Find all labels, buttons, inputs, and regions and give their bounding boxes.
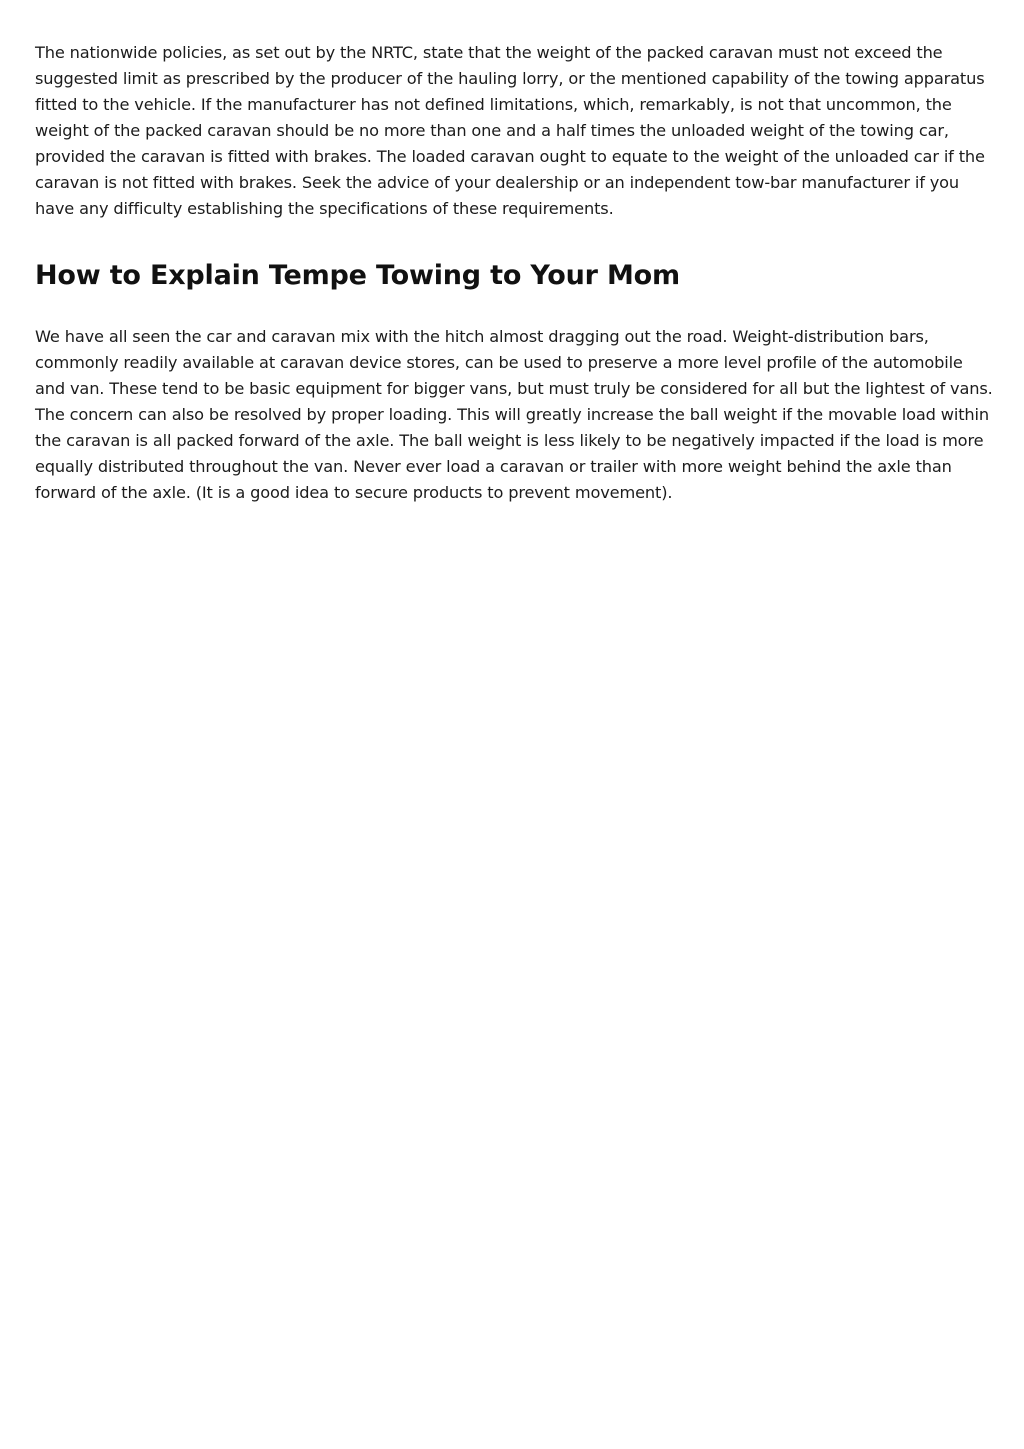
section-heading: How to Explain Tempe Towing to Your Mom <box>35 260 680 291</box>
paragraph-weight-distribution: We have all seen the car and caravan mix with the hitch almost dragging out the road. Weight-distribution bars, commonly readily available at caravan device stores, can be used to preserve a more level profile of the automobile and van. These tend to be basic equipment for bigger vans, but must truly be considered for all but the lightest of vans. The concern can also be resolved by proper loading. This will greatly increase the ball weight if the movable load within the caravan is all packed forward of the axle. The ball weight is less likely to be negatively impacted if the load is more equally distributed throughout the van. Never ever load a caravan or trailer with more weight behind the axle than forward of the axle. (It is a good idea to secure products to prevent movement). <box>35 327 993 502</box>
paragraph-towing-weight-limits: The nationwide policies, as set out by the NRTC, state that the weight of the packed caravan must not exceed the suggested limit as prescribed by the producer of the hauling lorry, or the mentioned capability of the towing apparatus fitted to the vehicle. If the manufacturer has not defined limitations, which, remarkably, is not that uncommon, the weight of the packed caravan should be no more than one and a half times the unloaded weight of the towing car, provided the caravan is fitted with brakes. The loaded caravan ought to equate to the weight of the unloaded car if the caravan is not fitted with brakes. Seek the advice of your dealership or an independent tow-bar manufacturer if you have any difficulty establishing the specifications of these requirements. <box>35 43 985 218</box>
document-body <box>35 40 997 506</box>
